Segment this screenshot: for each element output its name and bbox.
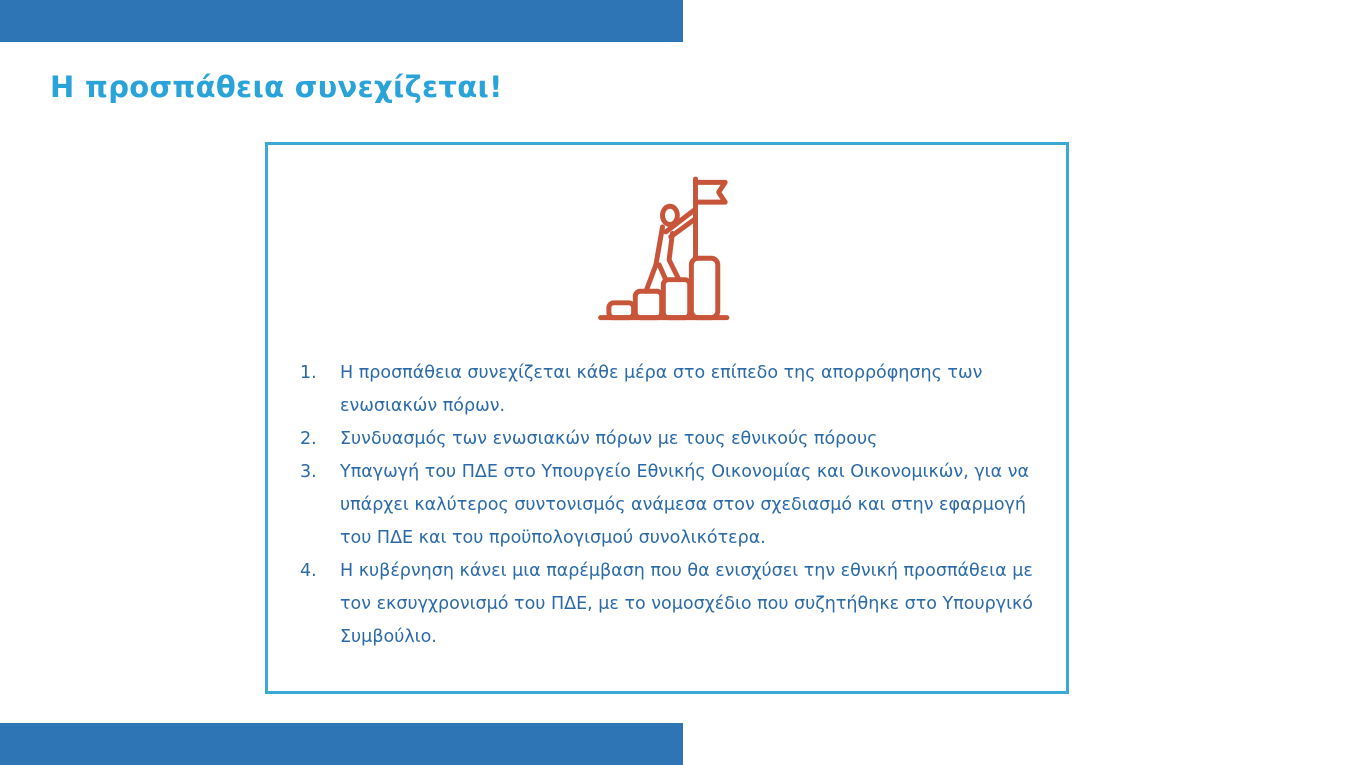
list-item-number: 1. — [300, 363, 317, 383]
list-item-number: 3. — [300, 462, 317, 482]
list-item-number: 2. — [300, 429, 317, 449]
list-item-text: Υπαγωγή του ΠΔΕ στο Υπουργείο Εθνικής Οικονομίας και Οικονομικών, για να υπάρχει καλύτερος συντονισμός ανάμεσα στον σχεδιασμό και στην εφαρμογή του ΠΔΕ και του προϋπολογισμού συνολικότερα. — [340, 462, 1030, 548]
list-item — [300, 357, 1060, 423]
list-item — [300, 456, 1060, 555]
bottom-decorative-bar — [0, 723, 683, 765]
list-item-text: Η κυβέρνηση κάνει μια παρέμβαση που θα ενισχύσει την εθνική προσπάθεια με τον εκσυγχρονισμό του ΠΔΕ, με το νομοσχέδιο που συζητήθηκε στο Υπουργικό Συμβούλιο. — [340, 561, 1034, 647]
slide-title: Η προσπάθεια συνεχίζεται! — [50, 70, 503, 104]
points-list — [300, 357, 1060, 654]
list-item-number: 4. — [300, 561, 317, 581]
list-item — [300, 555, 1060, 654]
list-item-text: Η προσπάθεια συνεχίζεται κάθε μέρα στο επίπεδο της απορρόφησης των ενωσιακών πόρων. — [340, 363, 983, 416]
top-decorative-bar — [0, 0, 683, 42]
list-item — [300, 423, 1060, 456]
list-item-text: Συνδυασμός των ενωσιακών πόρων με τους εθνικούς πόρους — [340, 429, 878, 449]
person-climbing-steps-with-flag-icon — [580, 160, 745, 340]
